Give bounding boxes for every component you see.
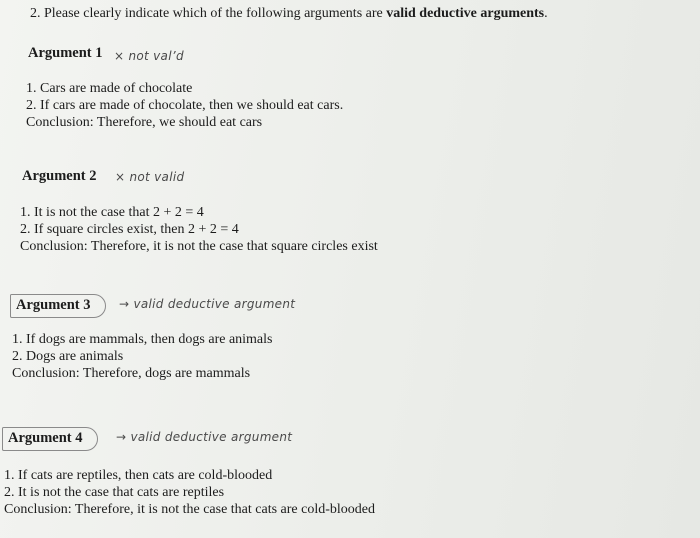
argument-3-body [12, 331, 272, 382]
question-period: . [544, 6, 548, 21]
argument-4-body [4, 467, 375, 518]
argument-2-body [20, 204, 378, 255]
question-text: 2. Please clearly indicate which of the following arguments are [30, 6, 387, 21]
argument-2-handwritten-note: × not valid [115, 170, 185, 184]
argument-4-conclusion: Conclusion: Therefore, it is not the case that cats are cold-blooded [4, 502, 376, 517]
argument-1-title: Argument 1 [28, 45, 103, 61]
argument-1-conclusion: Conclusion: Therefore, we should eat cars [26, 115, 263, 130]
argument-1-body [26, 80, 343, 131]
argument-4-handwritten-note: → valid deductive argument [116, 430, 293, 444]
argument-4-premise-1: 1. If cats are reptiles, then cats are cold-blooded [4, 468, 273, 483]
argument-3-conclusion: Conclusion: Therefore, dogs are mammals [12, 366, 251, 381]
argument-2-title: Argument 2 [22, 168, 97, 184]
argument-3-handwritten-note: → valid deductive argument [119, 297, 296, 311]
argument-2-premise-2: 2. If square circles exist, then 2 + 2 = 4 [20, 222, 239, 237]
argument-1-premise-2: 2. If cars are made of chocolate, then we should eat cars. [26, 98, 344, 113]
argument-1-premise-1: 1. Cars are made of chocolate [26, 81, 193, 96]
argument-2-conclusion: Conclusion: Therefore, it is not the case that square circles exist [20, 239, 378, 254]
argument-3-premise-2: 2. Dogs are animals [12, 349, 124, 364]
argument-3-premise-1: 1. If dogs are mammals, then dogs are animals [12, 332, 273, 347]
argument-1-handwritten-note: × not val’d [114, 49, 184, 63]
question-heading [30, 6, 548, 22]
argument-3-title: Argument 3 [10, 294, 106, 318]
argument-4-title: Argument 4 [2, 427, 98, 451]
argument-2-premise-1: 1. It is not the case that 2 + 2 = 4 [20, 205, 204, 220]
question-emphasis: valid deductive arguments [386, 6, 545, 21]
argument-4-premise-2: 2. It is not the case that cats are reptiles [4, 485, 225, 500]
